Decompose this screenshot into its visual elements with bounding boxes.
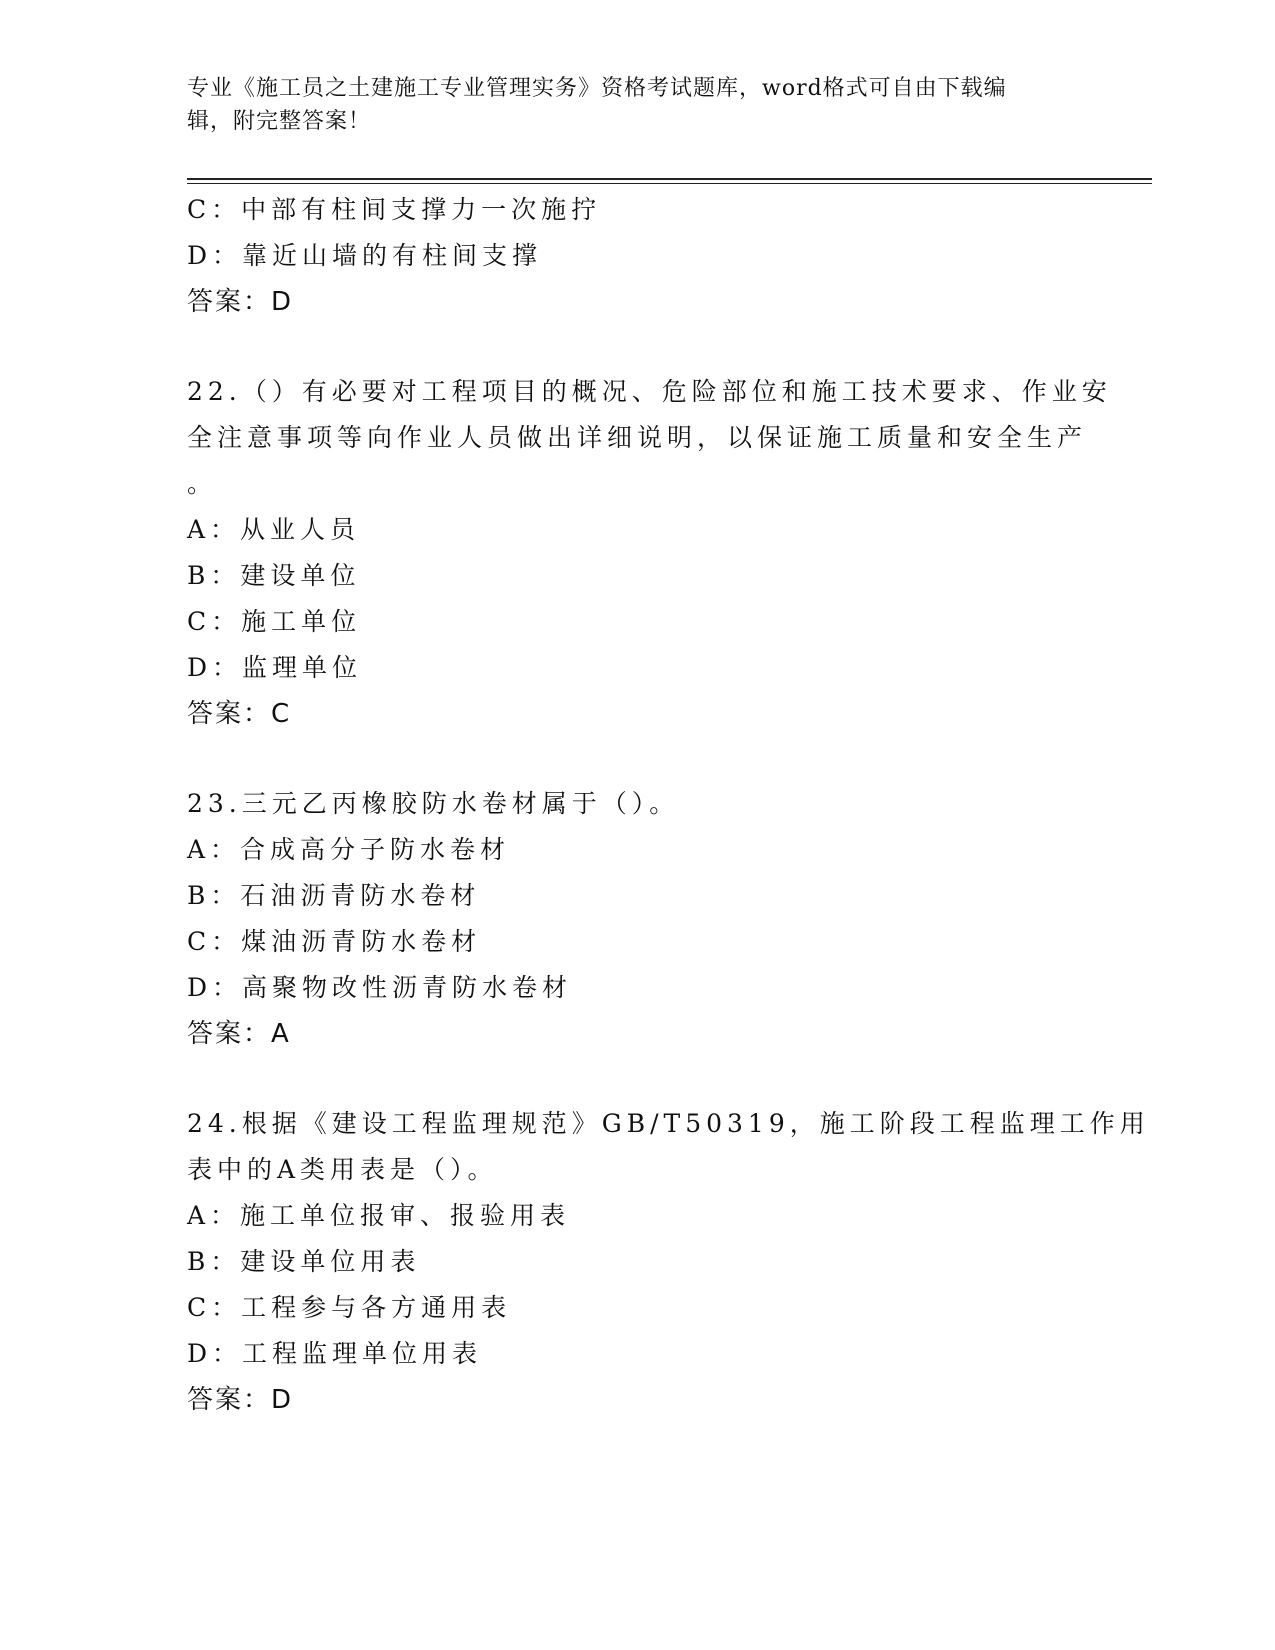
header-line-2: 辑，附完整答案！ xyxy=(187,109,372,134)
question-list xyxy=(187,187,1150,1423)
option-d: D：高聚物改性沥青防水卷材 xyxy=(187,973,573,1002)
answer-line: 答案：D xyxy=(187,1385,294,1415)
option-c: C：中部有柱间支撑力一次施拧 xyxy=(187,195,602,224)
header-divider-thick xyxy=(187,178,1152,180)
question-24 xyxy=(187,1101,1150,1423)
document-header xyxy=(187,72,1077,138)
option-b: B：建设单位用表 xyxy=(187,1247,421,1276)
option-d: D：靠近山墙的有柱间支撑 xyxy=(187,241,543,270)
question-22 xyxy=(187,369,1112,737)
answer-line: 答案：C xyxy=(187,699,292,729)
option-a: A：施工单位报审、报验用表 xyxy=(187,1201,571,1230)
option-c: C：施工单位 xyxy=(187,607,362,636)
answer-line: 答案：A xyxy=(187,1019,291,1049)
question-stem-line: 。 xyxy=(187,469,218,498)
header-line-1: 专业《施工员之土建施工专业管理实务》资格考试题库，word格式可自由下载编 xyxy=(187,76,1007,101)
question-stem-line: 表中的A类用表是（）。 xyxy=(187,1155,498,1184)
answer-line: 答案：D xyxy=(187,287,294,317)
option-c: C：工程参与各方通用表 xyxy=(187,1293,512,1322)
question-stem-line: 23.三元乙丙橡胶防水卷材属于（）。 xyxy=(187,789,680,818)
question-stem-line: 全注意事项等向作业人员做出详细说明，以保证施工质量和安全生产 xyxy=(187,423,1088,452)
question-21-continued xyxy=(187,187,1087,325)
option-a: A：从业人员 xyxy=(187,515,361,544)
option-b: B：石油沥青防水卷材 xyxy=(187,881,481,910)
option-a: A：合成高分子防水卷材 xyxy=(187,835,511,864)
question-23 xyxy=(187,781,1087,1057)
option-c: C：煤油沥青防水卷材 xyxy=(187,927,482,956)
option-d: D：工程监理单位用表 xyxy=(187,1339,483,1368)
option-b: B：建设单位 xyxy=(187,561,361,590)
question-stem-line: 24.根据《建设工程监理规范》GB/T50319，施工阶段工程监理工作用 xyxy=(187,1109,1150,1138)
question-stem-line: 22.（）有必要对工程项目的概况、危险部位和施工技术要求、作业安 xyxy=(187,377,1112,406)
header-divider-thin xyxy=(187,183,1152,184)
option-d: D：监理单位 xyxy=(187,653,363,682)
